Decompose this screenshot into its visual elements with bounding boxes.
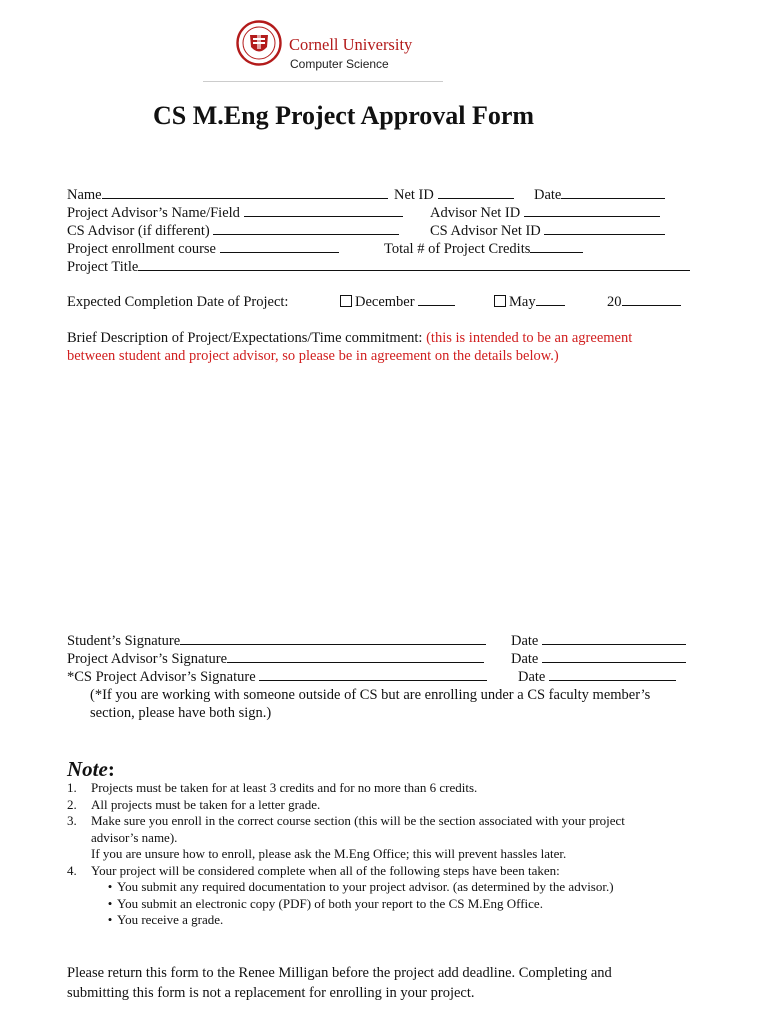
field-enrollment-course	[67, 240, 339, 258]
department-name: Computer Science	[290, 57, 389, 71]
bullet-icon: •	[107, 879, 113, 894]
cs-advisor-net-id-input[interactable]	[544, 222, 665, 235]
year-prefix: 20	[607, 294, 622, 310]
note-heading-colon: :	[107, 757, 115, 781]
student-signature-label: Student’s Signature	[67, 633, 181, 649]
cs-advisor-date-field	[518, 668, 676, 686]
field-advisor-net-id	[430, 204, 660, 222]
advisor-name-input[interactable]	[244, 204, 403, 217]
university-name: Cornell University	[289, 35, 413, 54]
completion-label: Expected Completion Date of Project:	[67, 294, 289, 310]
cs-advisor-date-input[interactable]	[549, 668, 676, 681]
cs-advisor-label: CS Advisor (if different)	[67, 223, 210, 239]
field-advisor-name	[67, 204, 403, 222]
advisor-net-id-input[interactable]	[524, 204, 660, 217]
cs-advisor-net-id-label: CS Advisor Net ID	[430, 223, 541, 239]
field-date	[534, 186, 665, 204]
signature-footnote-1: (*If you are working with someone outside of CS but are enrolling under a CS faculty member’s	[90, 687, 651, 703]
project-title-label: Project Title	[67, 259, 139, 275]
signature-footnote-2: section, please have both sign.)	[90, 705, 272, 721]
advisor-net-id-label: Advisor Net ID	[430, 205, 521, 221]
advisor-signature-label: Project Advisor’s Signature	[67, 651, 228, 667]
footer-line-1: Please return this form to the Renee Milligan before the project add deadline. Completing and	[67, 965, 612, 981]
enrollment-course-label: Project enrollment course	[67, 241, 216, 257]
field-cs-advisor-net-id	[430, 222, 665, 240]
advisor-signature-field	[67, 650, 484, 668]
project-title-input[interactable]	[138, 258, 690, 271]
field-name	[67, 186, 388, 204]
footer-line-2: submitting this form is not a replacement for enrolling in your project.	[67, 985, 475, 1001]
net-id-input[interactable]	[438, 186, 514, 199]
note-item-3: 3. Make sure you enroll in the correct course section (this will be the section associated with your project	[67, 813, 625, 828]
note-subitem-1: • You submit any required documentation to your project advisor. (as determined by the advisor.)	[67, 879, 625, 896]
note-heading	[67, 757, 115, 782]
bullet-icon: •	[107, 912, 113, 927]
date-input[interactable]	[561, 186, 665, 199]
note-heading-text: Note	[67, 757, 108, 781]
student-signature-field	[67, 632, 486, 650]
description-line-1	[67, 329, 632, 347]
december-year-input[interactable]	[418, 293, 455, 306]
student-date-input[interactable]	[542, 632, 686, 645]
note-item-3-cont: advisor’s name).	[91, 829, 178, 845]
student-signature-input[interactable]	[180, 632, 486, 645]
cs-advisor-signature-field	[67, 668, 487, 686]
bullet-icon: •	[107, 895, 113, 911]
note-item-4: 4. Your project will be considered complete when all of the following steps have been taken:	[67, 862, 560, 878]
completion-year	[607, 293, 681, 311]
total-credits-label: Total # of Project Credits	[384, 241, 531, 257]
advisor-name-label: Project Advisor’s Name/Field	[67, 205, 240, 221]
advisor-date-input[interactable]	[542, 650, 686, 663]
may-checkbox[interactable]	[494, 295, 506, 307]
field-total-credits	[384, 240, 583, 258]
cornell-seal-logo	[236, 20, 282, 66]
cs-advisor-signature-input[interactable]	[259, 668, 487, 681]
field-project-title	[67, 258, 690, 276]
advisor-date-label: Date	[511, 651, 539, 667]
name-label: Name	[67, 187, 102, 203]
header-divider	[203, 81, 443, 82]
note-subitem-2: • You submit an electronic copy (PDF) of both your report to the CS M.Eng Office.	[67, 896, 625, 913]
page-title: CS M.Eng Project Approval Form	[153, 101, 535, 130]
december-label: December	[355, 294, 415, 310]
advisor-date-field	[511, 650, 686, 668]
note-item-2: 2. All projects must be taken for a letter grade.	[67, 796, 321, 812]
cs-advisor-input[interactable]	[213, 222, 399, 235]
total-credits-input[interactable]	[530, 240, 583, 253]
description-label: Brief Description of Project/Expectations/Time commitment:	[67, 330, 423, 346]
may-year-input[interactable]	[536, 293, 565, 306]
description-textarea[interactable]	[67, 370, 697, 625]
note-subitem-3: • You receive a grade.	[67, 912, 625, 929]
student-date-field	[511, 632, 686, 650]
net-id-label: Net ID	[394, 187, 434, 203]
completion-may-option[interactable]	[494, 293, 565, 311]
completion-december-option[interactable]	[340, 293, 455, 311]
december-checkbox[interactable]	[340, 295, 352, 307]
seal-icon	[236, 20, 282, 66]
field-cs-advisor	[67, 222, 399, 240]
student-date-label: Date	[511, 633, 539, 649]
cs-advisor-date-label: Date	[518, 669, 546, 685]
description-note-1: (this is intended to be an agreement	[426, 330, 633, 346]
cs-advisor-signature-label: *CS Project Advisor’s Signature	[67, 669, 256, 685]
may-label: May	[509, 294, 536, 310]
note-item-3-extra: If you are unsure how to enroll, please ask the M.Eng Office; this will prevent hassles later.	[91, 846, 567, 861]
enrollment-course-input[interactable]	[220, 240, 339, 253]
description-note-2: between student and project advisor, so please be in agreement on the details below.)	[67, 348, 559, 364]
year-input[interactable]	[622, 293, 681, 306]
note-item-1: 1. Projects must be taken for at least 3 credits and for no more than 6 credits.	[67, 780, 478, 795]
name-input[interactable]	[102, 186, 388, 199]
field-net-id	[394, 186, 514, 204]
date-label: Date	[534, 187, 562, 203]
note-list	[67, 780, 625, 929]
advisor-signature-input[interactable]	[227, 650, 484, 663]
